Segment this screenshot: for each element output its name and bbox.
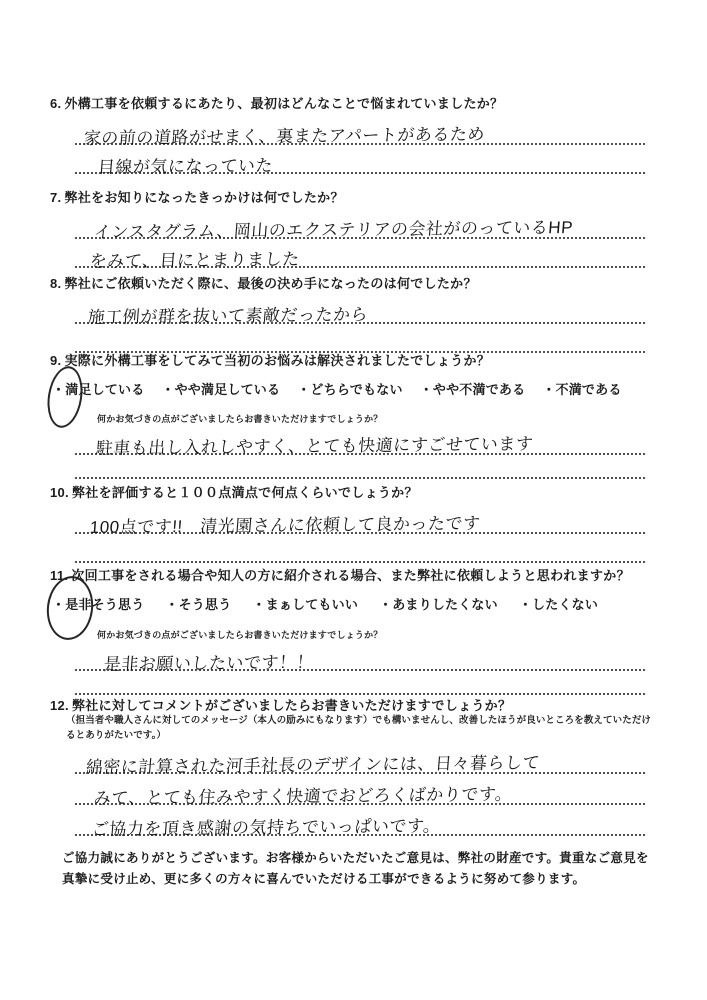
footer-thanks-message: ご協力誠にありがとうございます。お客様からいただいたご意見は、弊社の財産です。貴重なご意見を真摯に受け止め、更に多くの方々に喜んでいただける工事ができるように努めて参ります。 (62, 851, 649, 887)
question-9-answer-line-blank (75, 455, 645, 479)
question-10-answer-line-1 (75, 501, 645, 538)
question-11-sub-label: 何かお気づきの点がございましたらお書きいただけますでしょうか？ (97, 630, 383, 641)
question-6-title (0, 96, 707, 112)
question-11-label: 次回工事をされる場合や知人の方に紹介される場合、また弊社に依頼しようと思われますか？ (71, 568, 630, 583)
question-6-answer-line-1 (75, 112, 645, 149)
question-8 (0, 276, 707, 353)
question-10-answer-text-1: 100点です!! 清光園さんに依頼して良かったです (89, 514, 482, 538)
question-12-answer-line-2 (75, 774, 645, 808)
question-10-number: 10. (50, 485, 69, 500)
question-10-title (0, 485, 707, 501)
question-7 (0, 190, 707, 272)
question-7-answer-line-2 (75, 239, 645, 272)
question-11 (0, 568, 707, 695)
question-6-answer-text-2: 目線が気になっていた (97, 156, 274, 178)
question-12-answer-line-1 (75, 743, 645, 777)
question-8-answer-line-1 (75, 292, 645, 328)
question-9-options (0, 379, 707, 398)
question-11-option-yes: ・そう思う (165, 597, 232, 613)
question-12-answer-text-3: ご協力を頂き感謝の気持ちでいっぱいです。 (91, 816, 442, 839)
question-6-answer-text-1: 家の前の道路がせまく、裏またアパートがあるため (83, 125, 486, 149)
question-11-answer-text-1: 是非お願いしたいです！！ (103, 653, 315, 675)
question-12-note: （担当者や職人さんに対してのメッセージ（本人の励みにもなります）でも構いませんし、改善したほうが良いところを教えていただけるとありがたいです。） (66, 715, 652, 741)
question-10-answer-line-blank (75, 534, 645, 563)
question-11-answer-line-1 (75, 641, 645, 675)
question-8-title (0, 276, 707, 292)
question-12-answer-text-2: みて、とても住みやすく快適でおどろくばかりです。 (93, 784, 514, 808)
question-11-options (0, 594, 707, 613)
question-9-number: 9. (50, 353, 62, 368)
question-6-label: 外構工事を依頼するにあたり、最初はどんなことで悩まれていましたか？ (64, 96, 504, 111)
question-12-answer-text-1: 綿密に計算された河手社長のデザインには、日々暮らして (85, 752, 541, 777)
question-11-number: 11. (50, 568, 69, 583)
question-7-number: 7. (50, 190, 62, 205)
question-9-option-somewhat-satisfied: ・やや満足している (161, 382, 281, 398)
question-11-title (0, 568, 707, 584)
question-10-label: 弊社を評価すると１００点満点で何点くらいでしょうか？ (71, 485, 418, 500)
question-12-label: 弊社に対してコメントがございましたらお書きいただけますでしょうか？ (71, 698, 512, 713)
question-10 (0, 485, 707, 563)
question-11-option-definitely: ・是非そう思う (52, 597, 145, 613)
question-7-label: 弊社をお知りになったきっかけは何でしたか？ (64, 190, 344, 205)
question-9-answer-text-1: 駐車も出し入れしやすく、とても快適にすごせています (95, 434, 535, 459)
question-9 (0, 353, 707, 479)
question-8-label: 弊社にご依頼いただく際に、最後の決め手になったのは何でしたか？ (64, 276, 477, 291)
question-7-title (0, 190, 707, 206)
question-9-sub-label: 何かお気づきの点がございましたらお書きいただけますでしょうか？ (97, 414, 383, 425)
question-8-answer-line-blank (75, 324, 645, 353)
question-7-answer-line-1 (75, 206, 645, 243)
question-9-option-dissatisfied: ・不満である (542, 382, 622, 398)
question-6-number: 6. (50, 96, 62, 111)
question-6-answer-line-2 (75, 145, 645, 178)
question-9-title (0, 353, 707, 369)
question-12-number: 12. (50, 698, 69, 713)
question-9-label: 実際に外構工事をしてみて当初のお悩みは解決されましたでしょうか？ (64, 353, 491, 368)
question-7-answer-text-2: をみて、目にとまりました (89, 250, 301, 272)
question-12 (0, 698, 707, 839)
question-8-answer-text-1: 施工例が群を抜いて素敵だったから (87, 305, 369, 328)
question-8-number: 8. (50, 276, 62, 291)
question-9-option-neutral: ・どちらでもない (297, 382, 403, 398)
question-6 (0, 96, 707, 178)
question-9-answer-line-1 (75, 425, 645, 459)
question-7-answer-text-1: インスタグラム、岡山のエクステリアの会社がのっているHP (93, 218, 574, 243)
question-11-answer-line-blank (75, 671, 645, 695)
question-9-option-somewhat-dissatisfied: ・やや不満である (419, 382, 526, 398)
question-9-option-satisfied: ・満足している (52, 382, 145, 398)
question-11-option-no: ・したくない (518, 597, 599, 613)
question-12-answer-line-3 (75, 805, 645, 839)
question-11-option-rather-not: ・あまりしたくない (379, 597, 498, 613)
question-11-option-maybe: ・まぁしてもいい (252, 597, 359, 613)
question-12-title (0, 698, 707, 714)
